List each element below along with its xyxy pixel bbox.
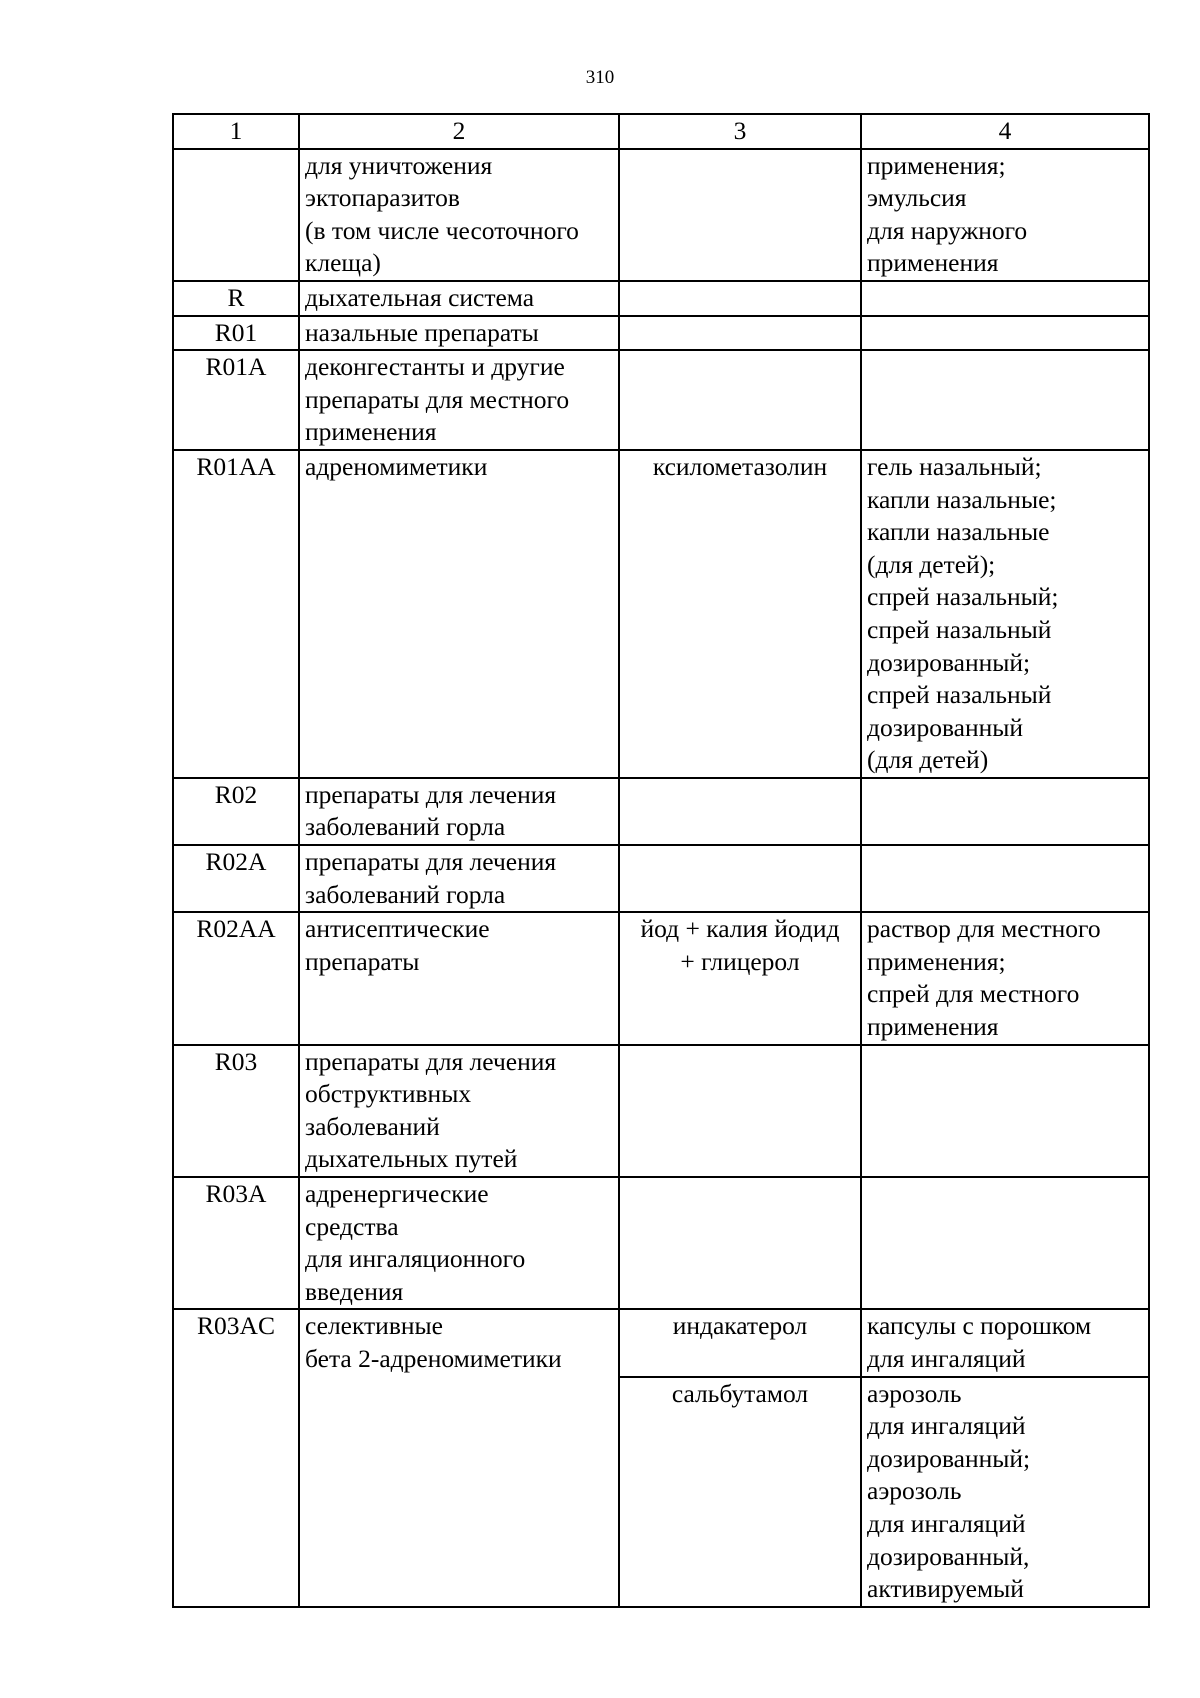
group-name: антисептические препараты bbox=[299, 912, 619, 1044]
drug-name: индакатерол bbox=[619, 1309, 861, 1376]
table-row bbox=[173, 845, 1149, 912]
atc-code: R01AA bbox=[173, 450, 299, 778]
drug-name: ксилометазолин bbox=[619, 450, 861, 778]
group-name: селективные бета 2-адреномиметики bbox=[299, 1309, 619, 1606]
drug-name bbox=[619, 1177, 861, 1309]
table-row bbox=[173, 912, 1149, 1044]
header-col-1: 1 bbox=[173, 114, 299, 149]
drug-name bbox=[619, 316, 861, 351]
drug-name: сальбутамол bbox=[619, 1377, 861, 1607]
dosage-form: аэрозоль для ингаляций дозированный; аэрозоль для ингаляций дозированный, активируемый bbox=[861, 1377, 1149, 1607]
group-name: адреномиметики bbox=[299, 450, 619, 778]
atc-code: R03 bbox=[173, 1045, 299, 1177]
header-col-2: 2 bbox=[299, 114, 619, 149]
group-name: дыхательная система bbox=[299, 281, 619, 316]
drug-name bbox=[619, 845, 861, 912]
atc-code: R03A bbox=[173, 1177, 299, 1309]
table-row bbox=[173, 1309, 1149, 1376]
drug-name bbox=[619, 778, 861, 845]
table-row bbox=[173, 1045, 1149, 1177]
atc-code: R01A bbox=[173, 350, 299, 450]
group-name: назальные препараты bbox=[299, 316, 619, 351]
table-row bbox=[173, 149, 1149, 281]
group-name: препараты для лечения заболеваний горла bbox=[299, 778, 619, 845]
group-name: адренергические средства для ингаляционного введения bbox=[299, 1177, 619, 1309]
drug-name bbox=[619, 1045, 861, 1177]
table-row bbox=[173, 1177, 1149, 1309]
atc-code: R bbox=[173, 281, 299, 316]
drug-name bbox=[619, 149, 861, 281]
dosage-form bbox=[861, 778, 1149, 845]
header-col-4: 4 bbox=[861, 114, 1149, 149]
drug-name: йод + калия йодид + глицерол bbox=[619, 912, 861, 1044]
dosage-form bbox=[861, 1045, 1149, 1177]
atc-code: R02AA bbox=[173, 912, 299, 1044]
dosage-form bbox=[861, 1177, 1149, 1309]
table-row bbox=[173, 281, 1149, 316]
table-row bbox=[173, 450, 1149, 778]
table-row bbox=[173, 778, 1149, 845]
atc-code: R01 bbox=[173, 316, 299, 351]
page-number: 310 bbox=[585, 67, 615, 88]
dosage-form bbox=[861, 350, 1149, 450]
dosage-form bbox=[861, 845, 1149, 912]
dosage-form: раствор для местного применения; спрей для местного применения bbox=[861, 912, 1149, 1044]
group-name: деконгестанты и другие препараты для местного применения bbox=[299, 350, 619, 450]
drug-name bbox=[619, 281, 861, 316]
dosage-form: применения; эмульсия для наружного применения bbox=[861, 149, 1149, 281]
table-row bbox=[173, 316, 1149, 351]
dosage-form bbox=[861, 281, 1149, 316]
group-name: для уничтожения эктопаразитов (в том числе чесоточного клеща) bbox=[299, 149, 619, 281]
group-name: препараты для лечения обструктивных заболеваний дыхательных путей bbox=[299, 1045, 619, 1177]
dosage-form bbox=[861, 316, 1149, 351]
header-col-3: 3 bbox=[619, 114, 861, 149]
header-row bbox=[173, 114, 1149, 149]
atc-code bbox=[173, 149, 299, 281]
group-name: препараты для лечения заболеваний горла bbox=[299, 845, 619, 912]
atc-code: R02 bbox=[173, 778, 299, 845]
drug-name bbox=[619, 350, 861, 450]
dosage-form: капсулы с порошком для ингаляций bbox=[861, 1309, 1149, 1376]
atc-code: R02A bbox=[173, 845, 299, 912]
drug-classification-table bbox=[172, 113, 1150, 1608]
dosage-form: гель назальный; капли назальные; капли назальные (для детей); спрей назальный; спрей назальный дозированный; спрей назальный дозированный (для детей) bbox=[861, 450, 1149, 778]
atc-code: R03AC bbox=[173, 1309, 299, 1606]
table-row bbox=[173, 350, 1149, 450]
